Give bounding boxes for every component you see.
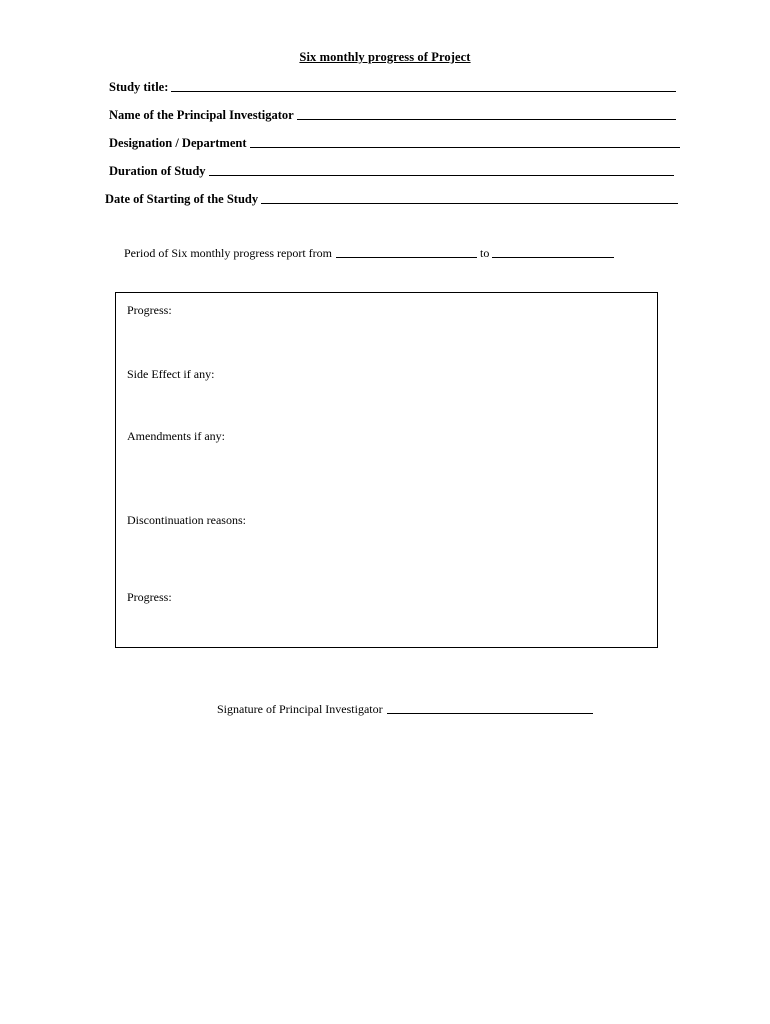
duration-of-study-field <box>109 164 674 179</box>
date-of-starting-label: Date of Starting of the Study <box>105 192 259 206</box>
report-period-prefix: Period of Six monthly progress report from <box>124 246 332 260</box>
signature-line <box>217 702 593 717</box>
report-period-line <box>124 246 614 261</box>
principal-investigator-field <box>109 108 676 123</box>
study-title-field <box>109 80 676 95</box>
duration-of-study-input-line[interactable] <box>209 175 674 176</box>
signature-input-line[interactable] <box>387 713 593 714</box>
period-from-input-line[interactable] <box>336 257 477 258</box>
signature-label: Signature of Principal Investigator <box>217 702 383 716</box>
study-title-label: Study title: <box>109 80 169 94</box>
principal-investigator-input-line[interactable] <box>297 119 676 120</box>
study-title-input-line[interactable] <box>171 91 676 92</box>
progress-label: Progress: <box>127 303 172 317</box>
amendments-label: Amendments if any: <box>127 429 225 443</box>
report-box <box>115 292 658 648</box>
date-of-starting-input-line[interactable] <box>261 203 678 204</box>
discontinuation-reasons-label: Discontinuation reasons: <box>127 513 246 527</box>
designation-department-input-line[interactable] <box>250 147 681 148</box>
principal-investigator-label: Name of the Principal Investigator <box>109 108 294 122</box>
report-period-connector: to <box>479 246 490 260</box>
date-of-starting-field <box>105 192 678 207</box>
designation-department-field <box>109 136 680 151</box>
designation-department-label: Designation / Department <box>109 136 247 150</box>
page-title: Six monthly progress of Project <box>299 50 471 64</box>
period-to-input-line[interactable] <box>492 257 614 258</box>
side-effect-label: Side Effect if any: <box>127 367 215 381</box>
duration-of-study-label: Duration of Study <box>109 164 206 178</box>
progress-label-2: Progress: <box>127 590 172 604</box>
